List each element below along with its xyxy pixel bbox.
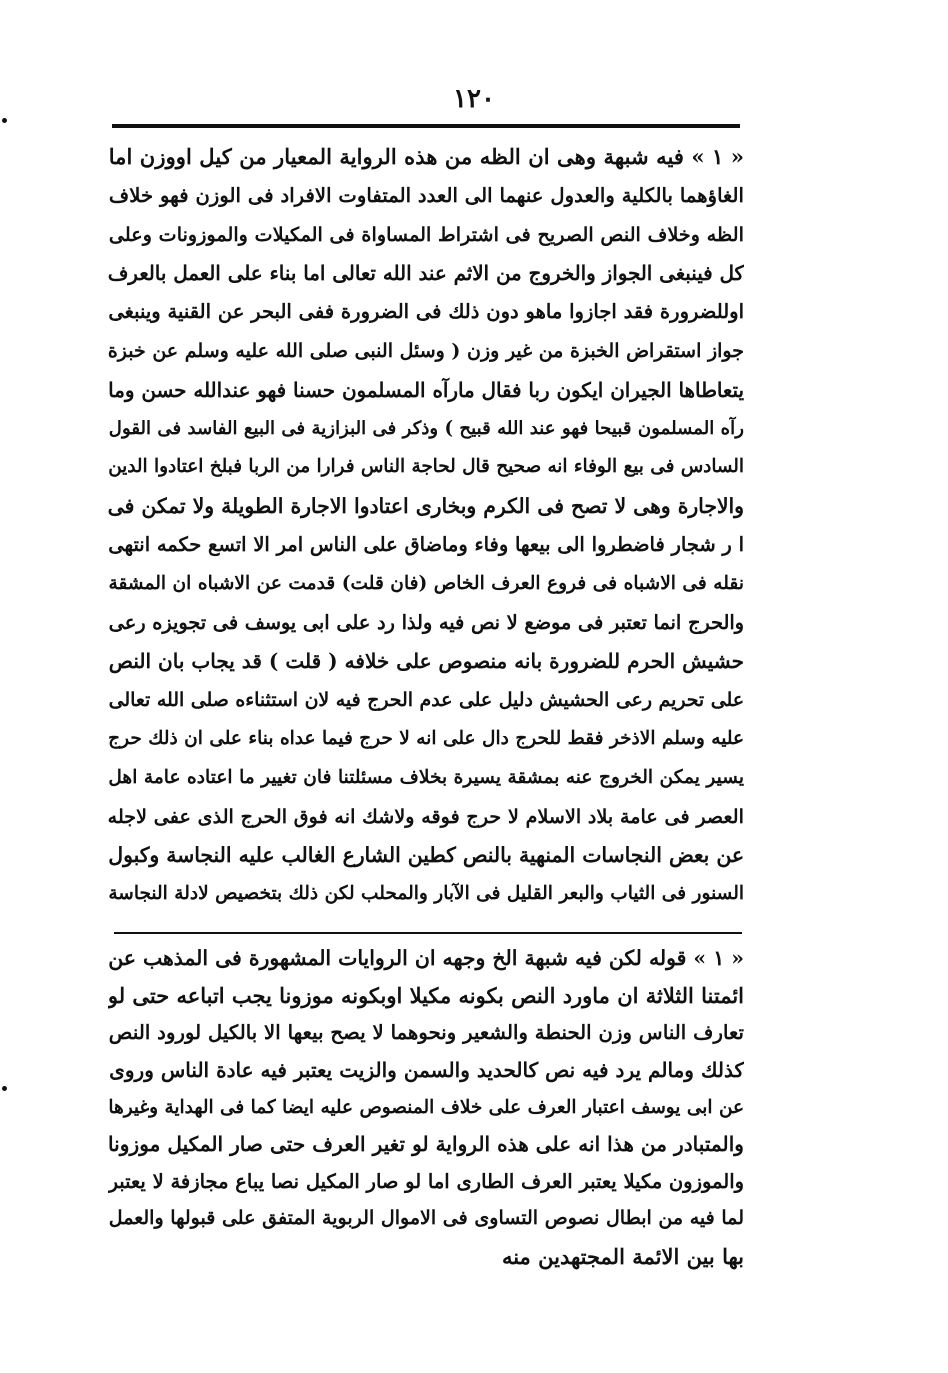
margin-mark xyxy=(2,1086,7,1091)
text-line: الغاؤهما بالكلية والعدول عنهما الى العدد المتفاوت الافراد فى الوزن فهو خلاف xyxy=(108,183,744,207)
footnote-line: والمتبادر من هذا انه على هذه الرواية لو تغير العرف حتى صار المكيل موزونا xyxy=(108,1131,744,1156)
text-line: والحرج انما تعتبر فى موضع لا نص فيه ولذا رد على ابى يوسف فى تجويزه رعى xyxy=(108,610,744,634)
text-line: عن بعض النجاسات المنهية بالنص كطين الشارع الغالب عليه النجاسة وكبول xyxy=(108,843,744,868)
text-line: ا ر شجار فاضطروا الى بيعها وفاء وماضاق على الناس امر الا اتسع حكمه انتهى xyxy=(108,532,744,556)
page-number: ١٢٠ xyxy=(453,84,495,114)
text-line: عليه وسلم الاذخر فقط للحرج دال على انه لا حرج فيما عداه بناء على ان ذلك حرج xyxy=(108,727,744,749)
header-rule xyxy=(112,124,740,128)
main-text-block xyxy=(108,138,744,914)
footnote-line: لما فيه من ابطال نصوص التساوى فى الاموال الربوية المتفق على قبولها والعمل xyxy=(108,1207,744,1230)
text-line: والاجارة وهى لا تصح فى الكرم وبخارى اعتادوا الاجارة الطويلة ولا تمكن فى xyxy=(108,494,744,519)
footnote-line: ائمتنا الثلاثة ان ماورد النص بكونه مكيلا اوبكونه موزونا يجب اتباعه حتى لو xyxy=(108,983,744,1009)
text-line: كل فينبغى الجواز والخروج من الاثم عند الله تعالى اما بناء على العمل بالعرف xyxy=(108,261,744,286)
text-line: « ١ » فيه شبهة وهى ان الظه من هذه الرواية المعيار من كيل اووزن اما xyxy=(108,144,744,169)
text-line: السنور فى الثياب والبعر القليل فى الآبار والمحلب لكن ذلك بتخصيص لادلة النجاسة xyxy=(108,883,744,905)
text-line: الظه وخلاف النص الصريح فى اشتراط المساواة فى المكيلات والموزونات وعلى xyxy=(108,222,744,246)
text-line: العصر فى عامة بلاد الاسلام لا حرج فوقه ولاشك انه فوق الحرج الذى عفى لاجله xyxy=(108,804,744,828)
margin-mark xyxy=(2,118,7,123)
text-line: اوللضرورة فقد اجازوا ماهو دون ذلك فى الضرورة ففى البحر عن القنية وينبغى xyxy=(108,300,744,324)
footnote-line: تعارف الناس وزن الحنطة والشعير ونحوهما لا يصح بيعها الا بالكيل لورود النص xyxy=(108,1021,744,1045)
text-line: يسير يمكن الخروج عنه بمشقة يسيرة بخلاف مسئلتنا فان تغيير ما اعتاده عامة اهل xyxy=(108,766,744,788)
text-line: رآه المسلمون قبيحا فهو عند الله قبيح ) وذكر فى البزازية فى البيع الفاسد فى القول xyxy=(108,417,744,439)
text-line: جواز استقراض الخبزة من غير وزن ( وسئل النبى صلى الله عليه وسلم عن خبزة xyxy=(108,339,744,362)
text-line: يتعاطاها الجيران ايكون ربا فقال مارآه المسلمون حسنا فهو عندالله حسن وما xyxy=(108,377,744,402)
text-line: نقله فى الاشباه فى فروع العرف الخاص (فان قلت) قدمت عن الاشباه ان المشقة xyxy=(108,572,744,594)
footnote-line: بها بين الائمة المجتهدين منه xyxy=(501,1243,744,1269)
footnote-line: « ١ » قوله لكن فيه شبهة الخ وجهه ان الروايات المشهورة فى المذهب عن xyxy=(108,946,744,970)
footnote-separator xyxy=(114,932,742,934)
text-line: حشيش الحرم للضرورة بانه منصوص على خلافه ( قلت ) قد يجاب بان النص xyxy=(108,649,744,674)
footnote-line: والموزون مكيلا يعتبر العرف الطارى اما لو صار المكيل نصا يباع مجازفة لا يعتبر xyxy=(108,1170,744,1194)
text-line: السادس فى بيع الوفاء انه صحيح قال لحاجة الناس فرارا من الربا فبلخ اعتادوا الدين xyxy=(108,456,744,478)
footnote-block xyxy=(108,940,744,1275)
footnote-line: عن ابى يوسف اعتبار العرف على خلاف المنصوص عليه ايضا كما فى الهداية وغيرها xyxy=(108,1096,744,1118)
text-line: على تحريم رعى الحشيش دليل على عدم الحرج فيه لان استثناءه صلى الله تعالى xyxy=(108,689,744,712)
footnote-line: كذلك ومالم يرد فيه نص كالحديد والسمن والزيت يعتبر فيه عادة الناس وروى xyxy=(109,1057,744,1082)
